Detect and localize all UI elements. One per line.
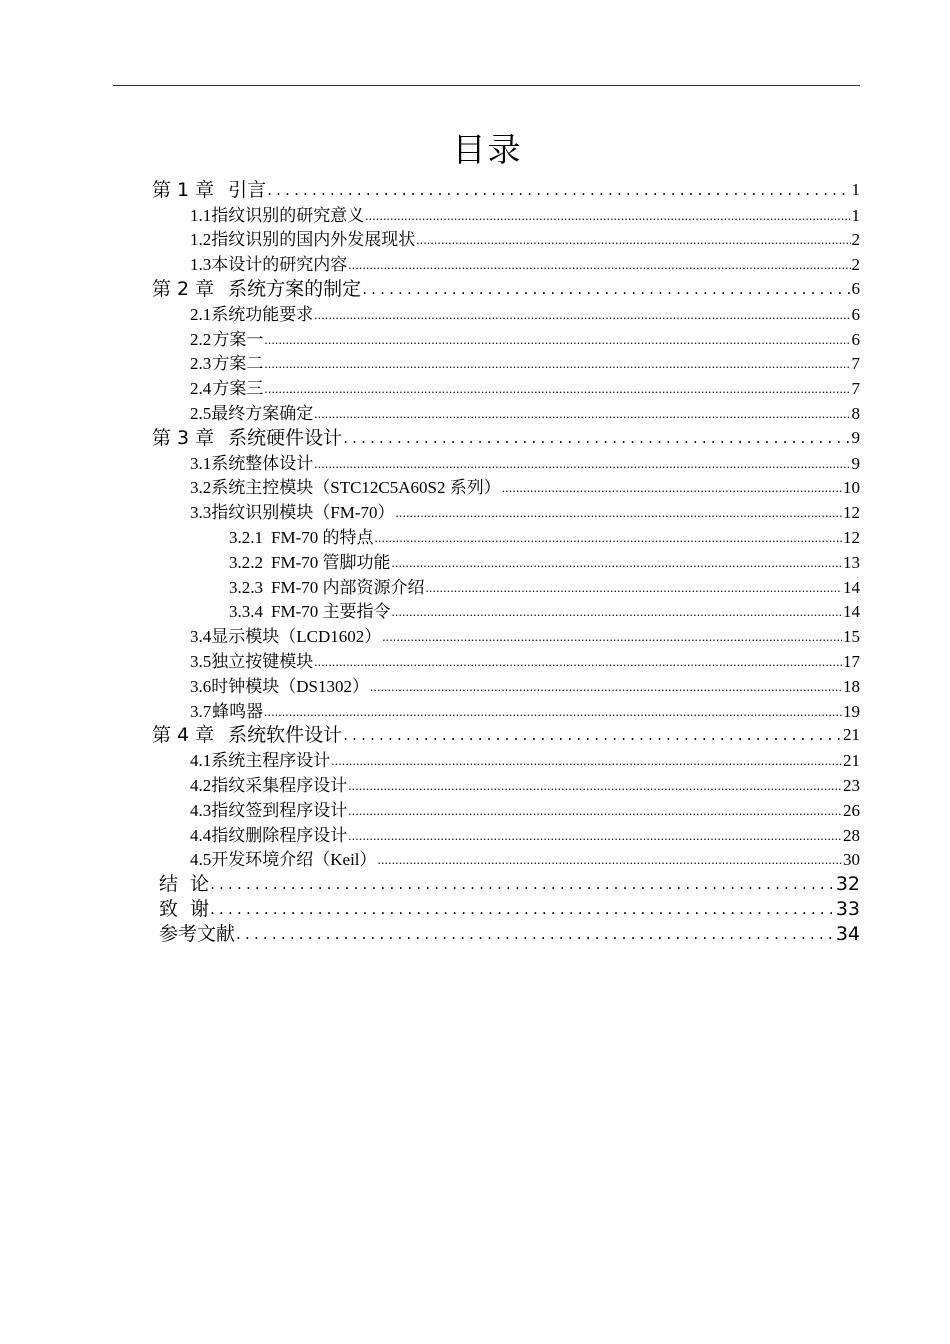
toc-label: 独立按键模块 [211, 651, 314, 671]
toc-label: 指纹识别的国内外发展现状 [211, 230, 416, 250]
toc-page-number: 9 [851, 453, 860, 473]
toc-section-entry[interactable] [150, 672, 860, 697]
toc-label: 系统软件设计 [228, 724, 343, 747]
toc-leader-dots [348, 801, 842, 821]
toc-page-number: 12 [843, 503, 860, 523]
toc-leader-dots [391, 553, 842, 573]
toc-page-number: 23 [843, 775, 860, 795]
toc-number: 3.4 [190, 627, 212, 647]
toc-page-number: 7 [851, 379, 860, 399]
toc-number: 1.2 [190, 230, 212, 250]
toc-number: 4.3 [190, 800, 212, 820]
toc-page-number: 32 [835, 873, 860, 896]
toc-leader-dots [395, 503, 842, 523]
toc-chapter-entry[interactable] [150, 176, 860, 201]
toc-leader-dots [378, 850, 842, 870]
toc-leader-dots [374, 528, 842, 548]
toc-section-entry[interactable] [150, 846, 860, 871]
toc-number: 1.3 [190, 255, 212, 275]
toc-leader-dots [382, 627, 842, 647]
toc-number: 4.5 [190, 850, 212, 870]
toc-page-number: 6 [851, 278, 860, 298]
toc-page-number: 7 [851, 354, 860, 374]
toc-subsection-entry[interactable] [150, 598, 860, 623]
toc-leader-dots [264, 702, 842, 722]
toc-leader-dots [264, 330, 850, 350]
toc-section-entry[interactable] [150, 201, 860, 226]
toc-number: 3.6 [190, 676, 212, 696]
toc-leader-dots [267, 179, 850, 201]
toc-number: 第 3 章 [152, 426, 215, 449]
toc-label: 引言 [228, 178, 267, 201]
toc-page-number: 6 [851, 304, 860, 324]
toc-leader-dots [502, 478, 842, 498]
toc-leader-dots [391, 602, 842, 622]
toc-label: 系统方案的制定 [228, 277, 362, 300]
table-of-contents [150, 176, 860, 945]
toc-label: 结 论 [159, 873, 210, 896]
toc-page-number: 14 [843, 577, 860, 597]
toc-leader-dots [236, 923, 835, 945]
toc-number: 3.5 [190, 651, 212, 671]
toc-subsection-entry[interactable] [150, 573, 860, 598]
toc-number: 第 2 章 [152, 277, 215, 300]
toc-label: 显示模块（LCD1602） [211, 627, 382, 647]
toc-page-number: 14 [843, 602, 860, 622]
toc-leader-dots [343, 724, 842, 746]
toc-section-entry[interactable] [150, 399, 860, 424]
toc-page-number: 6 [851, 329, 860, 349]
toc-leader-dots [314, 652, 842, 672]
toc-leader-dots [264, 354, 850, 374]
toc-leader-dots [348, 776, 842, 796]
toc-number: 1.1 [190, 205, 212, 225]
toc-label: 最终方案确定 [211, 403, 314, 423]
toc-section-entry[interactable] [150, 498, 860, 523]
toc-leader-dots [348, 826, 842, 846]
toc-label: 本设计的研究内容 [211, 255, 348, 275]
toc-page-number: 26 [843, 800, 860, 820]
toc-label: FM-70 的特点 [271, 527, 374, 547]
toc-number: 3.2.3 [229, 577, 263, 597]
toc-page-number: 28 [843, 825, 860, 845]
toc-leader-dots [416, 230, 850, 250]
toc-leader-dots [210, 898, 835, 920]
toc-number: 3.2.2 [229, 552, 263, 572]
toc-section-entry[interactable] [150, 325, 860, 350]
toc-section-entry[interactable] [150, 796, 860, 821]
toc-section-entry[interactable] [150, 374, 860, 399]
toc-page-number: 10 [843, 478, 860, 498]
toc-number: 2.5 [190, 403, 212, 423]
toc-number: 2.3 [190, 354, 212, 374]
toc-page-number: 19 [843, 701, 860, 721]
toc-label: 指纹签到程序设计 [211, 800, 348, 820]
toc-number: 第 1 章 [152, 178, 215, 201]
toc-label: 指纹删除程序设计 [211, 825, 348, 845]
toc-label: 指纹识别的研究意义 [211, 205, 365, 225]
toc-section-entry[interactable] [150, 746, 860, 771]
toc-number: 3.3 [190, 503, 212, 523]
toc-page-number: 33 [835, 897, 860, 920]
toc-label: FM-70 主要指令 [271, 602, 391, 622]
toc-number: 4.4 [190, 825, 212, 845]
toc-leader-dots [314, 404, 850, 424]
toc-label: 方案一 [212, 329, 264, 349]
toc-page-number: 13 [843, 552, 860, 572]
toc-label: 系统主程序设计 [211, 751, 331, 771]
toc-label: 指纹采集程序设计 [211, 775, 348, 795]
toc-label: 时钟模块（DS1302） [211, 676, 369, 696]
toc-number: 3.1 [190, 453, 212, 473]
toc-label: 方案二 [212, 354, 264, 374]
toc-label: 系统整体设计 [211, 453, 314, 473]
toc-section-entry[interactable] [150, 226, 860, 251]
toc-leader-dots [348, 255, 850, 275]
toc-section-entry[interactable] [150, 821, 860, 846]
toc-number: 4.2 [190, 775, 212, 795]
toc-subsection-entry[interactable] [150, 523, 860, 548]
toc-label: 方案三 [212, 379, 264, 399]
toc-page-number: 1 [851, 205, 860, 225]
toc-section-entry[interactable] [150, 771, 860, 796]
toc-page-number: 8 [851, 403, 860, 423]
toc-number: 2.2 [190, 329, 212, 349]
toc-page-number: 18 [843, 676, 860, 696]
toc-chapter-entry[interactable] [150, 722, 860, 747]
toc-page-number: 2 [851, 230, 860, 250]
toc-leader-dots [343, 427, 850, 449]
toc-page-number: 30 [843, 850, 860, 870]
toc-label: FM-70 管脚功能 [271, 552, 391, 572]
toc-page-number: 12 [843, 527, 860, 547]
toc-leader-dots [264, 379, 850, 399]
header-rule [113, 85, 860, 86]
toc-page-number: 2 [851, 255, 860, 275]
toc-number: 2.1 [190, 304, 212, 324]
toc-number: 第 4 章 [152, 724, 215, 747]
toc-label: 系统功能要求 [211, 304, 314, 324]
toc-leader-dots [331, 751, 842, 771]
toc-page-number: 1 [851, 179, 860, 199]
toc-leader-dots [370, 677, 842, 697]
toc-page-number: 21 [843, 751, 860, 771]
toc-label: 开发环境介绍（Keil） [211, 850, 377, 870]
toc-section-entry[interactable] [150, 350, 860, 375]
toc-section-entry[interactable] [150, 622, 860, 647]
toc-label: 参考文献 [159, 922, 236, 945]
toc-label: 系统硬件设计 [228, 426, 343, 449]
toc-page-number: 9 [851, 427, 860, 447]
toc-back-matter-entry[interactable] [150, 920, 860, 945]
toc-leader-dots [362, 278, 850, 300]
toc-section-entry[interactable] [150, 647, 860, 672]
toc-section-entry[interactable] [150, 250, 860, 275]
toc-chapter-entry[interactable] [150, 275, 860, 300]
toc-number: 2.4 [190, 379, 212, 399]
toc-chapter-entry[interactable] [150, 424, 860, 449]
toc-section-entry[interactable] [150, 300, 860, 325]
toc-section-entry[interactable] [150, 449, 860, 474]
toc-page-number: 15 [843, 627, 860, 647]
toc-label: 蜂鸣器 [212, 701, 264, 721]
toc-leader-dots [365, 206, 850, 226]
toc-number: 3.2 [190, 478, 212, 498]
toc-page-number: 21 [843, 725, 860, 745]
toc-page-number: 17 [843, 651, 860, 671]
toc-number: 3.2.1 [229, 527, 263, 547]
toc-back-matter-entry[interactable] [150, 895, 860, 920]
toc-leader-dots [314, 454, 850, 474]
toc-section-entry[interactable] [150, 474, 860, 499]
toc-back-matter-entry[interactable] [150, 870, 860, 895]
toc-title: 目录 [452, 130, 523, 169]
toc-label: 指纹识别模块（FM-70） [211, 503, 395, 523]
toc-leader-dots [210, 873, 835, 895]
toc-leader-dots [425, 578, 842, 598]
toc-number: 3.3.4 [229, 602, 263, 622]
toc-section-entry[interactable] [150, 697, 860, 722]
toc-number: 3.7 [190, 701, 212, 721]
toc-label: FM-70 内部资源介绍 [271, 577, 425, 597]
toc-number: 4.1 [190, 751, 212, 771]
toc-label: 致 谢 [159, 897, 210, 920]
toc-leader-dots [314, 305, 850, 325]
toc-label: 系统主控模块（STC12C5A60S2 系列） [211, 478, 501, 498]
toc-page-number: 34 [835, 922, 860, 945]
toc-subsection-entry[interactable] [150, 548, 860, 573]
